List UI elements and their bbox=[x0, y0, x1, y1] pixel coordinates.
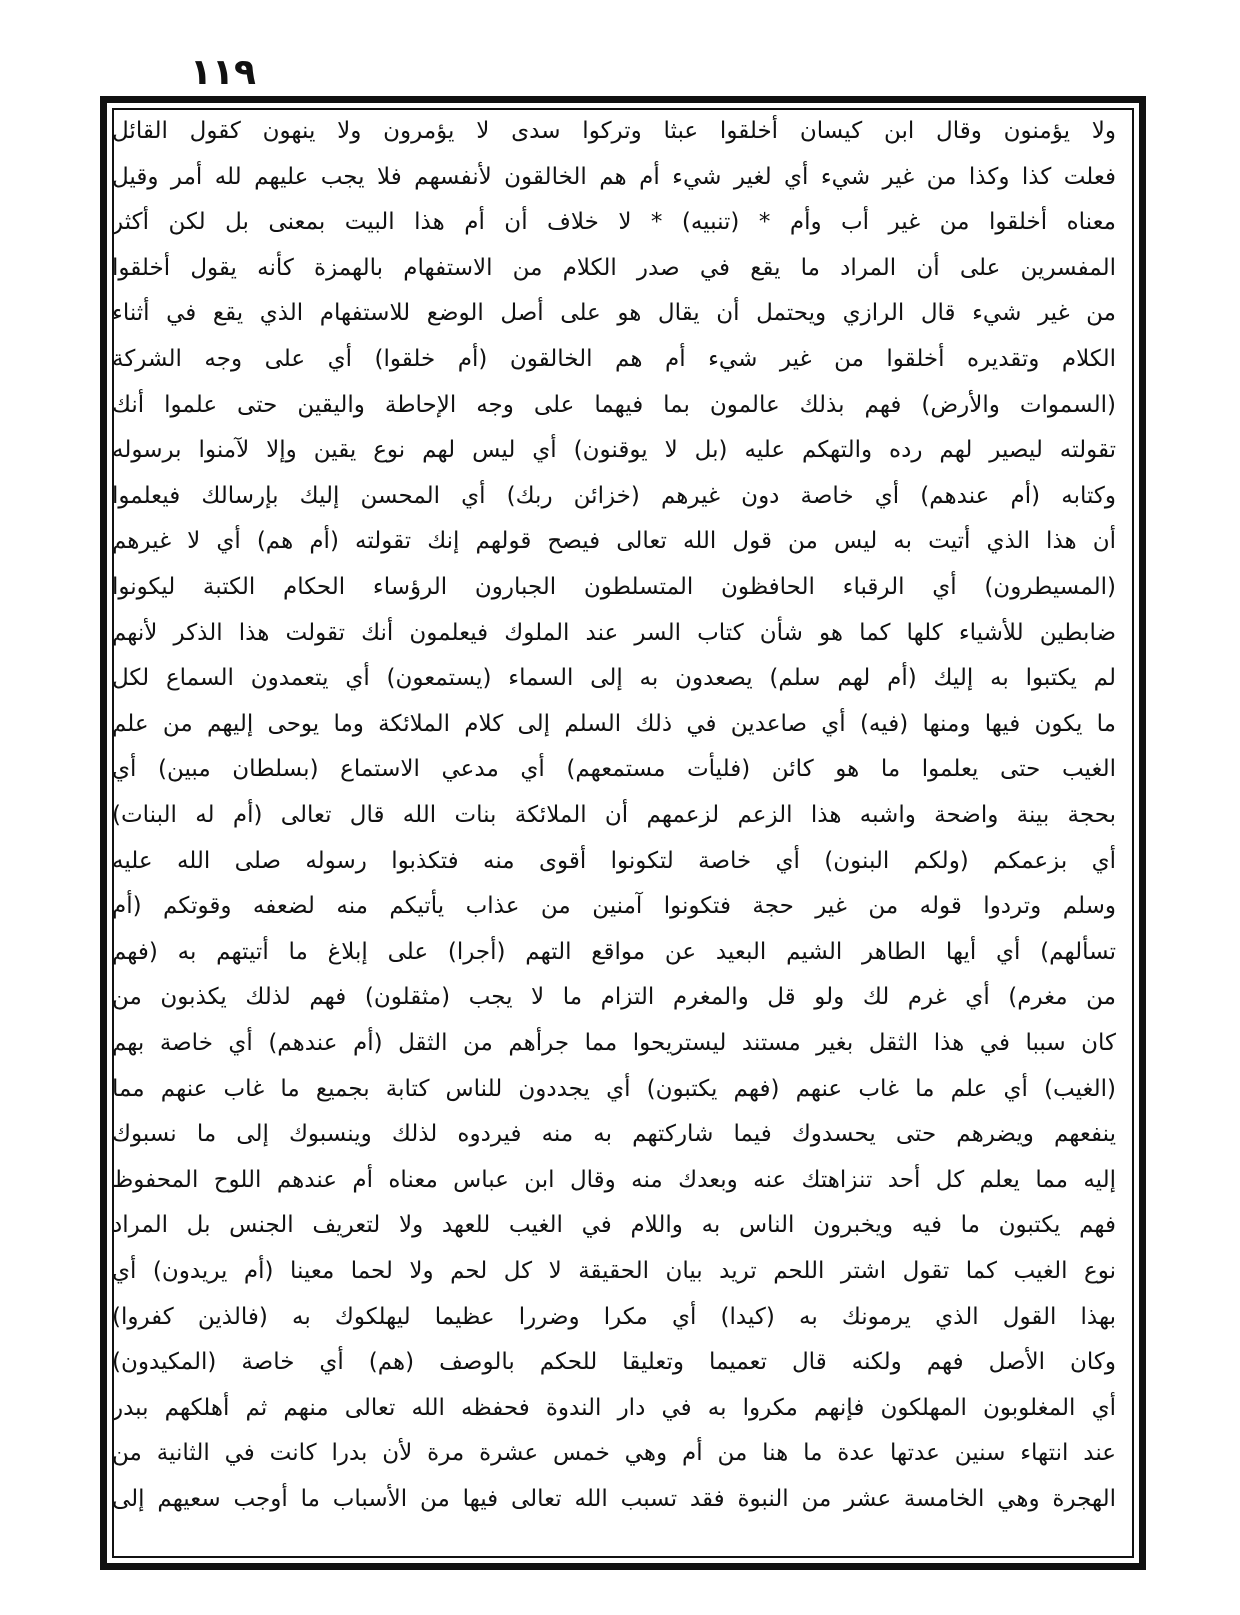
text-line: وكتابه (أم عندهم) أي خاصة دون غيرهم (خزائن ربك) أي المحسن إليك بإرسالك فيعلموا bbox=[112, 482, 1116, 509]
text-line: معناه أخلقوا من غير أب وأم * (تنبيه) * لا خلاف أن أم هذا البيت بمعنى بل لكن أكثر bbox=[112, 209, 1116, 236]
text-line: ضابطين للأشياء كلها كما هو شأن كتاب السر عند الملوك فيعلمون أنك تقولت هذا الذكر لأنهم bbox=[112, 619, 1116, 646]
text-line: من مغرم) أي غرم لك ولو قل والمغرم التزام ما لا يجب (مثقلون) فهم لذلك يكذبون من bbox=[112, 984, 1116, 1011]
text-line: عند انتهاء سنين عدتها عدة ما هنا من أم وهي خمس عشرة مرة لأن بدرا كانت في الثانية من bbox=[112, 1440, 1116, 1467]
text-line: كان سببا في هذا الثقل بغير مستند ليستريحوا مما جرأهم من الثقل (أم عندهم) أي خاصة بهم bbox=[112, 1030, 1116, 1056]
text-line: أي المغلوبون المهلكون فإنهم مكروا به في دار الندوة فحفظه الله تعالى منهم ثم أهلكهم ببدر bbox=[112, 1394, 1116, 1421]
text-line: فهم يكتبون ما فيه ويخبرون الناس به واللام في الغيب للعهد ولا لتعريف الجنس بل المراد bbox=[112, 1212, 1116, 1239]
page-number: ١١٩ bbox=[190, 52, 256, 93]
text-line: فعلت كذا وكذا من غير شيء أي لغير شيء أم هم الخالقون لأنفسهم فلا يجب عليهم لله أمر وقيل bbox=[112, 163, 1116, 190]
text-line: الكلام وتقديره أخلقوا من غير شيء أم هم الخالقون (أم خلقوا) أي على وجه الشركة bbox=[112, 346, 1116, 372]
text-line: من غير شيء قال الرازي ويحتمل أن يقال هو على أصل الوضع للاستفهام الذي يقع في أثناء bbox=[112, 300, 1116, 327]
text-line: (السموات والأرض) فهم بذلك عالمون بما فيهما على وجه الإحاطة واليقين حتى علموا أنك bbox=[112, 391, 1116, 418]
text-line: الغيب حتى يعلموا ما هو كائن (فليأت مستمعهم) أي مدعي الاستماع (بسلطان مبين) أي bbox=[112, 756, 1116, 783]
text-line: إليه مما يعلم كل أحد تنزاهتك عنه وبعدك منه وقال ابن عباس معناه أم عندهم اللوح المحفوظ bbox=[112, 1166, 1116, 1193]
text-line: وكان الأصل فهم ولكنه قال تعميما وتعليقا للحكم بالوصف (هم) أي خاصة (المكيدون) bbox=[112, 1349, 1116, 1376]
text-line: الهجرة وهي الخامسة عشر من النبوة فقد تسبب الله تعالى فيها من الأسباب ما أوجب سعيهم إلى bbox=[112, 1486, 1116, 1512]
text-line: ينفعهم ويضرهم حتى يحسدوك فيما شاركتهم به منه فيردوه لذلك وينسبوك إلى ما نسبوك bbox=[112, 1121, 1116, 1148]
text-line: لم يكتبوا به إليك (أم لهم سلم) يصعدون به إلى السماء (يستمعون) أي يتعمدون السماع لكل bbox=[112, 665, 1116, 692]
text-line: تقولته ليصير لهم رده والتهكم عليه (بل لا يوقنون) أي ليس لهم نوع يقين وإلا لآمنوا برسوله bbox=[112, 437, 1116, 464]
text-line: ولا يؤمنون وقال ابن كيسان أخلقوا عبثا وتركوا سدى لا يؤمرون ولا ينهون كقول القائل bbox=[112, 118, 1116, 144]
text-line: بحجة بينة واضحة واشبه هذا الزعم لزعمهم أن الملائكة بنات الله قال تعالى (أم له البنات) bbox=[112, 802, 1116, 828]
text-line: تسألهم) أي أيها الطاهر الشيم البعيد عن مواقع التهم (أجرا) على إبلاغ ما أتيتهم به (فهم bbox=[112, 938, 1116, 965]
text-line: أن هذا الذي أتيت به ليس من قول الله تعالى فيصح قولهم إنك تقولته (أم هم) أي لا غيرهم bbox=[112, 528, 1116, 555]
text-line: (المسيطرون) أي الرقباء الحافظون المتسلطون الجبارون الرؤساء الحكام الكتبة ليكونوا bbox=[112, 574, 1116, 600]
text-line: بهذا القول الذي يرمونك به (كيدا) أي مكرا وضررا عظيما ليهلكوك به (فالذين كفروا) bbox=[112, 1303, 1116, 1330]
text-line: المفسرين على أن المراد ما يقع في صدر الكلام من الاستفهام بالهمزة كأنه يقول أخلقوا bbox=[112, 254, 1116, 281]
text-line: وسلم وتردوا قوله من غير حجة فتكونوا آمنين من عذاب يأتيكم منه لضعفه وقوتكم (أم bbox=[112, 893, 1116, 920]
text-line: نوع الغيب كما تقول اشتر اللحم تريد بيان الحقيقة لا كل لحم ولا لحما معينا (أم يريدون) أي bbox=[112, 1258, 1116, 1284]
text-block bbox=[112, 114, 1116, 1554]
text-line: (الغيب) أي علم ما غاب عنهم (فهم يكتبون) أي يجددون للناس كتابة بجميع ما غاب عنهم مما bbox=[112, 1075, 1116, 1102]
text-line: ما يكون فيها ومنها (فيه) أي صاعدين في ذلك السلم إلى كلام الملائكة وما يوحى إليهم من علم bbox=[112, 710, 1116, 737]
text-line: أي بزعمكم (ولكم البنون) أي خاصة لتكونوا أقوى منه فتكذبوا رسوله صلى الله عليه bbox=[112, 847, 1116, 874]
